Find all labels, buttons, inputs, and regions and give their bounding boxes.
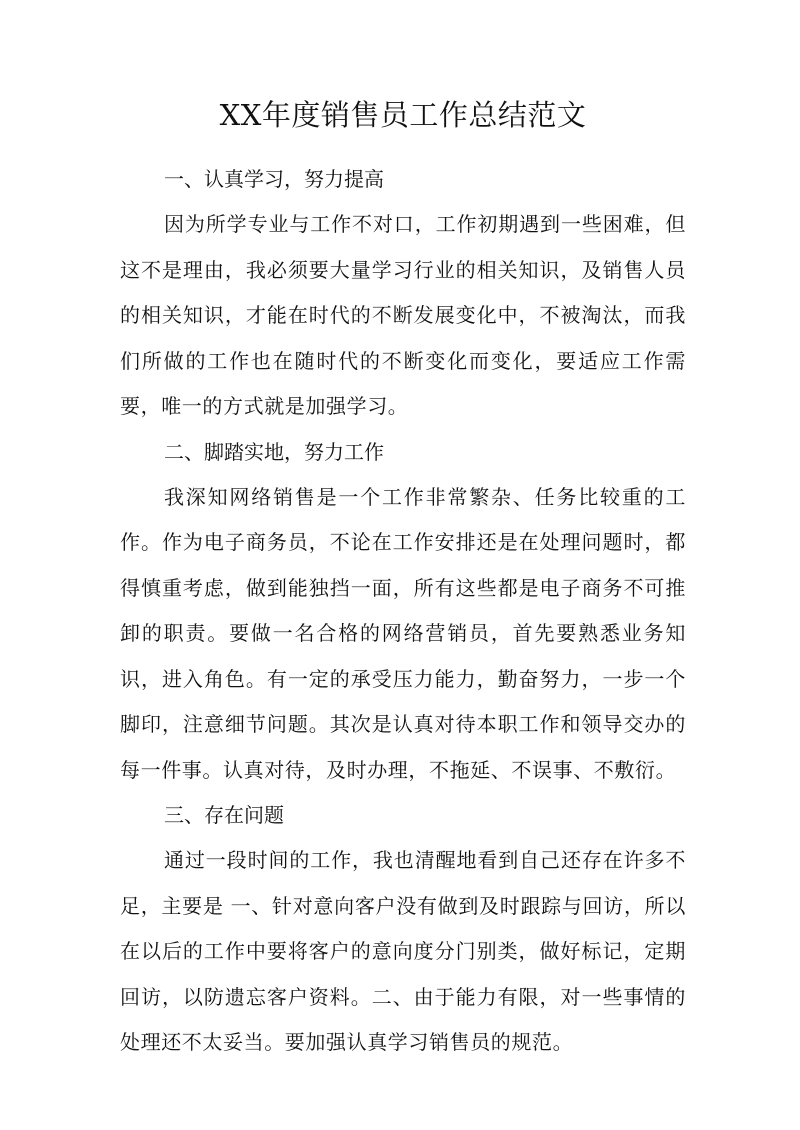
section-body: 因为所学专业与工作不对口，工作初期遇到一些困难，但这不是理由，我必须要大量学习行业的相关知识，及销售人员的相关知识，才能在时代的不断发展变化中，不被淘汰，而我们所做的工作也在随时代的不断变化而变化，要适应工作需要，唯一的方式就是加强学习。: [120, 212, 686, 418]
section-heading: 一、认真学习，努力提高: [164, 167, 384, 191]
section-heading: 三、存在问题: [164, 803, 284, 827]
section-heading: 二、脚踏实地，努力工作: [164, 439, 384, 464]
section-3: [120, 793, 686, 1066]
document-title: XX年度销售员工作总结范文: [219, 98, 587, 132]
section-body: 我深知网络销售是一个工作非常繁杂、任务比较重的工作。作为电子商务员，不论在工作安排还是在处理问题时，都得慎重考虑，做到能独挡一面，所有这些都是电子商务不可推卸的职责。要做一名合格的网络营销员，首先要熟悉业务知识，进入角色。有一定的承受压力能力，勤奋努力，一步一个脚印，注意细节问题。其次是认真对待本职工作和领导交办的每一件事。认真对待，及时办理，不拖延、不误事、不敷衍。: [120, 484, 686, 782]
section-1: [120, 157, 686, 430]
section-2: [120, 430, 686, 794]
document-page: [120, 95, 686, 1066]
section-body: 通过一段时间的工作，我也清醒地看到自己还存在许多不足，主要是 一、针对意向客户没有做到及时跟踪与回访，所以在以后的工作中要将客户的意向度分门别类，做好标记，定期回访，以防遗忘客户资料。二、由于能力有限，对一些事情的处理还不太妥当。要加强认真学习销售员的规范。: [120, 848, 686, 1054]
